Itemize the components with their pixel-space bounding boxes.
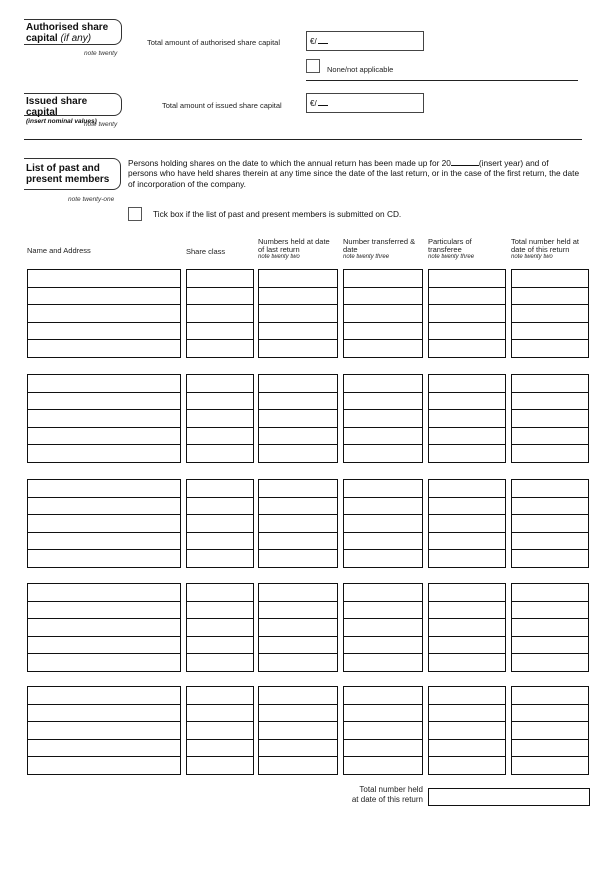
table-cell-name-address[interactable] [27, 756, 181, 775]
table-cell-total-held[interactable] [511, 479, 589, 498]
issued-note: note twenty [84, 121, 118, 128]
table-cell-number-transferred[interactable] [343, 601, 423, 620]
table-cell-name-address[interactable] [27, 427, 181, 446]
year-blank[interactable] [451, 165, 479, 166]
table-cell-name-address[interactable] [27, 583, 181, 602]
members-title: List of past and [26, 163, 100, 174]
table-cell-total-held[interactable] [511, 304, 589, 323]
total-label: Total number held at date of this return [351, 785, 423, 804]
table-cell-numbers-held[interactable] [258, 549, 338, 568]
none-applicable-checkbox[interactable] [306, 59, 320, 73]
col-header-numbers-held: Numbers held at date of last return note twenty two [258, 237, 330, 260]
table-cell-number-transferred[interactable] [343, 653, 423, 672]
col-header-name-address: Name and Address [27, 246, 91, 255]
table-cell-name-address[interactable] [27, 497, 181, 516]
table-cell-total-held[interactable] [511, 532, 589, 551]
table-cell-share-class[interactable] [186, 549, 254, 568]
table-cell-number-transferred[interactable] [343, 739, 423, 758]
table-cell-total-held[interactable] [511, 322, 589, 341]
issued-currency: €/ [310, 99, 317, 108]
table-cell-name-address[interactable] [27, 444, 181, 463]
table-cell-share-class[interactable] [186, 739, 254, 758]
table-cell-numbers-held[interactable] [258, 322, 338, 341]
authorised-title-2: capital [26, 33, 58, 44]
table-cell-name-address[interactable] [27, 532, 181, 551]
table-cell-share-class[interactable] [186, 269, 254, 288]
table-cell-name-address[interactable] [27, 636, 181, 655]
table-cell-name-address[interactable] [27, 409, 181, 428]
table-cell-particulars[interactable] [428, 409, 506, 428]
table-cell-number-transferred[interactable] [343, 392, 423, 411]
table-cell-number-transferred[interactable] [343, 322, 423, 341]
table-cell-particulars[interactable] [428, 601, 506, 620]
table-cell-number-transferred[interactable] [343, 532, 423, 551]
table-cell-numbers-held[interactable] [258, 497, 338, 516]
table-cell-particulars[interactable] [428, 392, 506, 411]
table-cell-particulars[interactable] [428, 444, 506, 463]
table-cell-number-transferred[interactable] [343, 339, 423, 358]
table-cell-share-class[interactable] [186, 583, 254, 602]
table-cell-number-transferred[interactable] [343, 444, 423, 463]
table-cell-share-class[interactable] [186, 721, 254, 740]
authorised-amount-label: Total amount of authorised share capital [147, 38, 280, 47]
table-cell-name-address[interactable] [27, 721, 181, 740]
table-cell-numbers-held[interactable] [258, 704, 338, 723]
table-cell-particulars[interactable] [428, 374, 506, 393]
table-cell-name-address[interactable] [27, 374, 181, 393]
table-cell-total-held[interactable] [511, 339, 589, 358]
table-cell-numbers-held[interactable] [258, 514, 338, 533]
table-cell-particulars[interactable] [428, 686, 506, 705]
table-cell-name-address[interactable] [27, 618, 181, 637]
table-cell-share-class[interactable] [186, 322, 254, 341]
table-cell-total-held[interactable] [511, 653, 589, 672]
table-cell-share-class[interactable] [186, 514, 254, 533]
none-applicable-label: None/not applicable [327, 65, 394, 74]
table-cell-total-held[interactable] [511, 392, 589, 411]
table-cell-numbers-held[interactable] [258, 739, 338, 758]
table-cell-name-address[interactable] [27, 601, 181, 620]
table-cell-particulars[interactable] [428, 704, 506, 723]
table-cell-number-transferred[interactable] [343, 409, 423, 428]
table-cell-particulars[interactable] [428, 721, 506, 740]
table-cell-total-held[interactable] [511, 601, 589, 620]
table-cell-name-address[interactable] [27, 704, 181, 723]
table-cell-number-transferred[interactable] [343, 374, 423, 393]
table-cell-share-class[interactable] [186, 304, 254, 323]
table-cell-name-address[interactable] [27, 269, 181, 288]
table-cell-share-class[interactable] [186, 287, 254, 306]
table-cell-name-address[interactable] [27, 322, 181, 341]
issued-title: Issued share capital [26, 96, 88, 118]
table-cell-numbers-held[interactable] [258, 444, 338, 463]
members-paragraph [128, 158, 580, 189]
table-cell-particulars[interactable] [428, 304, 506, 323]
table-cell-name-address[interactable] [27, 479, 181, 498]
table-cell-number-transferred[interactable] [343, 704, 423, 723]
table-cell-total-held[interactable] [511, 269, 589, 288]
table-cell-numbers-held[interactable] [258, 686, 338, 705]
table-cell-numbers-held[interactable] [258, 636, 338, 655]
table-cell-number-transferred[interactable] [343, 686, 423, 705]
table-cell-name-address[interactable] [27, 739, 181, 758]
table-cell-number-transferred[interactable] [343, 756, 423, 775]
authorised-currency: €/ [310, 37, 317, 46]
table-cell-number-transferred[interactable] [343, 636, 423, 655]
col-header-number-transferred: Number transferred & date note twenty three [343, 237, 416, 260]
table-cell-numbers-held[interactable] [258, 374, 338, 393]
table-cell-total-held[interactable] [511, 444, 589, 463]
table-cell-numbers-held[interactable] [258, 653, 338, 672]
col-header-particulars: Particulars of transferee note twenty three [428, 237, 475, 260]
table-cell-name-address[interactable] [27, 514, 181, 533]
table-cell-numbers-held[interactable] [258, 339, 338, 358]
table-cell-particulars[interactable] [428, 532, 506, 551]
table-cell-number-transferred[interactable] [343, 427, 423, 446]
table-cell-total-held[interactable] [511, 618, 589, 637]
table-cell-total-held[interactable] [511, 497, 589, 516]
table-cell-particulars[interactable] [428, 618, 506, 637]
table-cell-numbers-held[interactable] [258, 618, 338, 637]
table-cell-particulars[interactable] [428, 339, 506, 358]
table-cell-total-held[interactable] [511, 409, 589, 428]
table-cell-number-transferred[interactable] [343, 514, 423, 533]
table-cell-number-transferred[interactable] [343, 618, 423, 637]
table-cell-share-class[interactable] [186, 618, 254, 637]
authorised-share-capital-tab [24, 19, 122, 45]
authorised-note: note twenty [84, 50, 118, 57]
table-cell-particulars[interactable] [428, 322, 506, 341]
members-title-2: present members [26, 174, 110, 185]
table-cell-numbers-held[interactable] [258, 601, 338, 620]
table-cell-share-class[interactable] [186, 636, 254, 655]
table-cell-name-address[interactable] [27, 304, 181, 323]
table-cell-numbers-held[interactable] [258, 304, 338, 323]
members-para-a: Persons holding shares on the date to which the annual return has been made up for 20 [128, 158, 451, 168]
members-note: note twenty-one [68, 196, 115, 203]
table-cell-share-class[interactable] [186, 704, 254, 723]
table-cell-numbers-held[interactable] [258, 409, 338, 428]
authorised-amount-field[interactable] [306, 31, 424, 51]
table-cell-particulars[interactable] [428, 479, 506, 498]
cd-checkbox[interactable] [128, 207, 142, 221]
table-cell-number-transferred[interactable] [343, 304, 423, 323]
table-cell-total-held[interactable] [511, 583, 589, 602]
table-cell-name-address[interactable] [27, 686, 181, 705]
authorised-qualifier: (if any) [60, 33, 92, 44]
table-cell-total-held[interactable] [511, 549, 589, 568]
table-cell-number-transferred[interactable] [343, 269, 423, 288]
table-cell-total-held[interactable] [511, 756, 589, 775]
table-cell-number-transferred[interactable] [343, 721, 423, 740]
table-cell-particulars[interactable] [428, 653, 506, 672]
table-cell-number-transferred[interactable] [343, 479, 423, 498]
table-cell-numbers-held[interactable] [258, 392, 338, 411]
table-cell-numbers-held[interactable] [258, 427, 338, 446]
issued-amount-label: Total amount of issued share capital [162, 101, 282, 110]
table-cell-numbers-held[interactable] [258, 479, 338, 498]
table-cell-particulars[interactable] [428, 739, 506, 758]
table-cell-particulars[interactable] [428, 514, 506, 533]
table-cell-number-transferred[interactable] [343, 583, 423, 602]
cd-label: Tick box if the list of past and present members is submitted on CD. [153, 209, 402, 219]
table-cell-particulars[interactable] [428, 427, 506, 446]
col-header-total-held: Total number held at date of this return note twenty two [511, 237, 579, 260]
table-cell-total-held[interactable] [511, 636, 589, 655]
table-cell-total-held[interactable] [511, 704, 589, 723]
table-cell-total-held[interactable] [511, 721, 589, 740]
table-cell-numbers-held[interactable] [258, 756, 338, 775]
total-number-field[interactable] [428, 788, 590, 806]
table-cell-name-address[interactable] [27, 392, 181, 411]
table-cell-number-transferred[interactable] [343, 287, 423, 306]
table-cell-total-held[interactable] [511, 374, 589, 393]
table-cell-name-address[interactable] [27, 653, 181, 672]
table-cell-particulars[interactable] [428, 497, 506, 516]
table-cell-numbers-held[interactable] [258, 287, 338, 306]
table-cell-particulars[interactable] [428, 549, 506, 568]
table-cell-share-class[interactable] [186, 427, 254, 446]
table-cell-number-transferred[interactable] [343, 497, 423, 516]
members-tab [24, 158, 121, 190]
table-cell-share-class[interactable] [186, 653, 254, 672]
table-cell-share-class[interactable] [186, 339, 254, 358]
table-cell-particulars[interactable] [428, 636, 506, 655]
members-para-c: and of persons who have held shares therein at any time since the date of the last return, or in the case of the first return, the date of incorporation of the company. [128, 158, 580, 189]
table-cell-share-class[interactable] [186, 686, 254, 705]
table-cell-share-class[interactable] [186, 374, 254, 393]
table-cell-particulars[interactable] [428, 756, 506, 775]
divider-issued [24, 139, 582, 140]
table-cell-name-address[interactable] [27, 287, 181, 306]
table-cell-share-class[interactable] [186, 532, 254, 551]
table-cell-total-held[interactable] [511, 514, 589, 533]
members-para-b: (insert year) [478, 158, 524, 168]
table-cell-share-class[interactable] [186, 756, 254, 775]
table-cell-numbers-held[interactable] [258, 269, 338, 288]
table-cell-total-held[interactable] [511, 427, 589, 446]
authorised-title: Authorised share [26, 22, 109, 33]
table-cell-particulars[interactable] [428, 269, 506, 288]
table-cell-numbers-held[interactable] [258, 583, 338, 602]
table-cell-particulars[interactable] [428, 287, 506, 306]
issued-amount-field[interactable] [306, 93, 424, 113]
table-cell-number-transferred[interactable] [343, 549, 423, 568]
table-cell-name-address[interactable] [27, 549, 181, 568]
table-cell-share-class[interactable] [186, 479, 254, 498]
col-header-share-class: Share class [186, 247, 226, 256]
table-cell-share-class[interactable] [186, 497, 254, 516]
table-cell-numbers-held[interactable] [258, 532, 338, 551]
table-cell-share-class[interactable] [186, 444, 254, 463]
table-cell-particulars[interactable] [428, 583, 506, 602]
table-cell-share-class[interactable] [186, 409, 254, 428]
table-cell-numbers-held[interactable] [258, 721, 338, 740]
table-cell-name-address[interactable] [27, 339, 181, 358]
table-cell-total-held[interactable] [511, 686, 589, 705]
table-cell-total-held[interactable] [511, 287, 589, 306]
issued-subtitle: (insert nominal values) [26, 118, 97, 125]
table-cell-share-class[interactable] [186, 392, 254, 411]
table-cell-share-class[interactable] [186, 601, 254, 620]
divider-authorised [306, 80, 578, 81]
table-cell-total-held[interactable] [511, 739, 589, 758]
